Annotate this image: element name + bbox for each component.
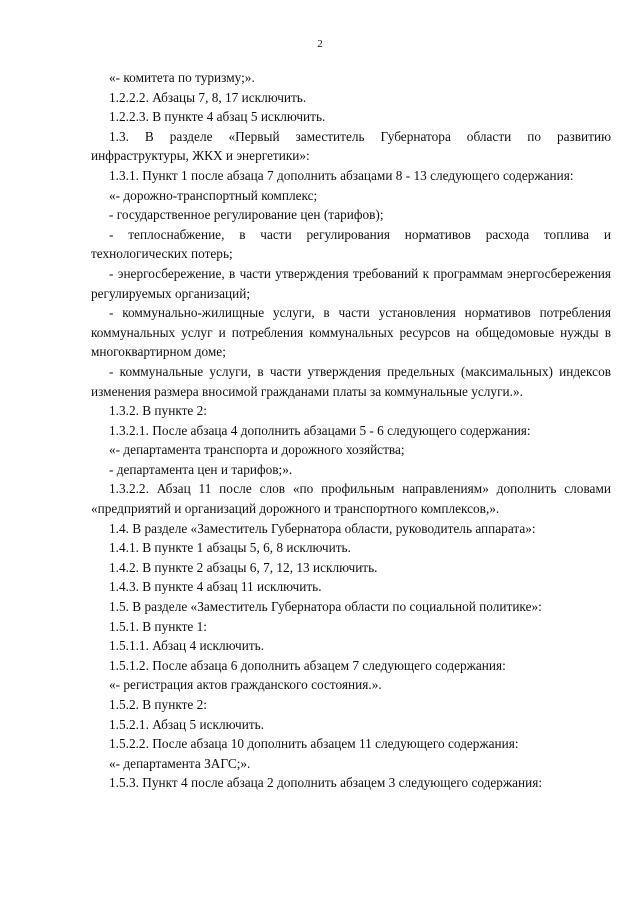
paragraph: - коммунальные услуги, в части утверждения предельных (максимальных) индексов изменения размера вносимой гражданами платы за коммунальные услуги.».: [91, 363, 611, 399]
paragraph: 1.3.2. В пункте 2:: [109, 403, 207, 419]
page-number: 2: [317, 38, 323, 50]
paragraph: 1.5.1. В пункте 1:: [109, 618, 207, 634]
paragraph: 1.2.2.2. Абзацы 7, 8, 17 исключить.: [109, 89, 307, 105]
paragraph: 1.3.2.2. Абзац 11 после слов «по профильным направлениям» дополнить словами «предприятий и организаций дорожного и транспортного комплексов,».: [91, 481, 611, 517]
paragraph: 1.5.1.1. Абзац 4 исключить.: [109, 638, 265, 654]
paragraph: 1.5. В разделе «Заместитель Губернатора области по социальной политике»:: [109, 599, 542, 615]
paragraph: 1.3.1. Пункт 1 после абзаца 7 дополнить абзацами 8 - 13 следующего содержания:: [109, 167, 574, 183]
paragraph: 1.3.2.1. После абзаца 4 дополнить абзацами 5 - 6 следующего содержания:: [109, 422, 531, 438]
paragraph: 1.4. В разделе «Заместитель Губернатора области, руководитель аппарата»:: [109, 520, 536, 536]
paragraph: 1.2.2.3. В пункте 4 абзац 5 исключить.: [109, 109, 326, 125]
paragraph: «- департамента ЗАГС;».: [109, 755, 251, 771]
paragraph: - государственное регулирование цен (тарифов);: [109, 207, 384, 223]
paragraph: - департамента цен и тарифов;».: [109, 461, 293, 477]
paragraph: - коммунально-жилищные услуги, в части установления нормативов потребления коммунальных услуг и потребления коммунальных ресурсов на общедомовые нужды в многоквартирном доме;: [91, 305, 611, 360]
paragraph: 1.5.2.1. Абзац 5 исключить.: [109, 716, 265, 732]
paragraph: «- департамента транспорта и дорожного хозяйства;: [109, 442, 405, 458]
paragraph: - теплоснабжение, в части регулирования нормативов расхода топлива и технологических потерь;: [91, 226, 611, 262]
paragraph: 1.5.3. Пункт 4 после абзаца 2 дополнить абзацем 3 следующего содержания:: [109, 775, 543, 791]
paragraph: «- комитета по туризму;».: [109, 70, 255, 85]
paragraph: 1.5.2.2. После абзаца 10 дополнить абзацем 11 следующего содержания:: [109, 736, 519, 752]
paragraph: «- дорожно-транспортный комплекс;: [109, 187, 318, 203]
paragraph: 1.3. В разделе «Первый заместитель Губернатора области по развитию инфраструктуры, ЖКХ и энергетики»:: [91, 128, 611, 164]
paragraph: 1.4.1. В пункте 1 абзацы 5, 6, 8 исключить.: [109, 540, 351, 556]
paragraph: 1.4.2. В пункте 2 абзацы 6, 7, 12, 13 исключить.: [109, 559, 378, 575]
paragraph: 1.5.1.2. После абзаца 6 дополнить абзацем 7 следующего содержания:: [109, 657, 506, 673]
paragraph: - энергосбережение, в части утверждения требований к программам энергосбережения регулируемых организаций;: [91, 265, 611, 301]
paragraph: «- регистрация актов гражданского состояния.».: [109, 677, 382, 693]
document-body: [91, 68, 611, 793]
paragraph: 1.5.2. В пункте 2:: [109, 697, 207, 712]
paragraph: 1.4.3. В пункте 4 абзац 11 исключить.: [109, 579, 322, 595]
